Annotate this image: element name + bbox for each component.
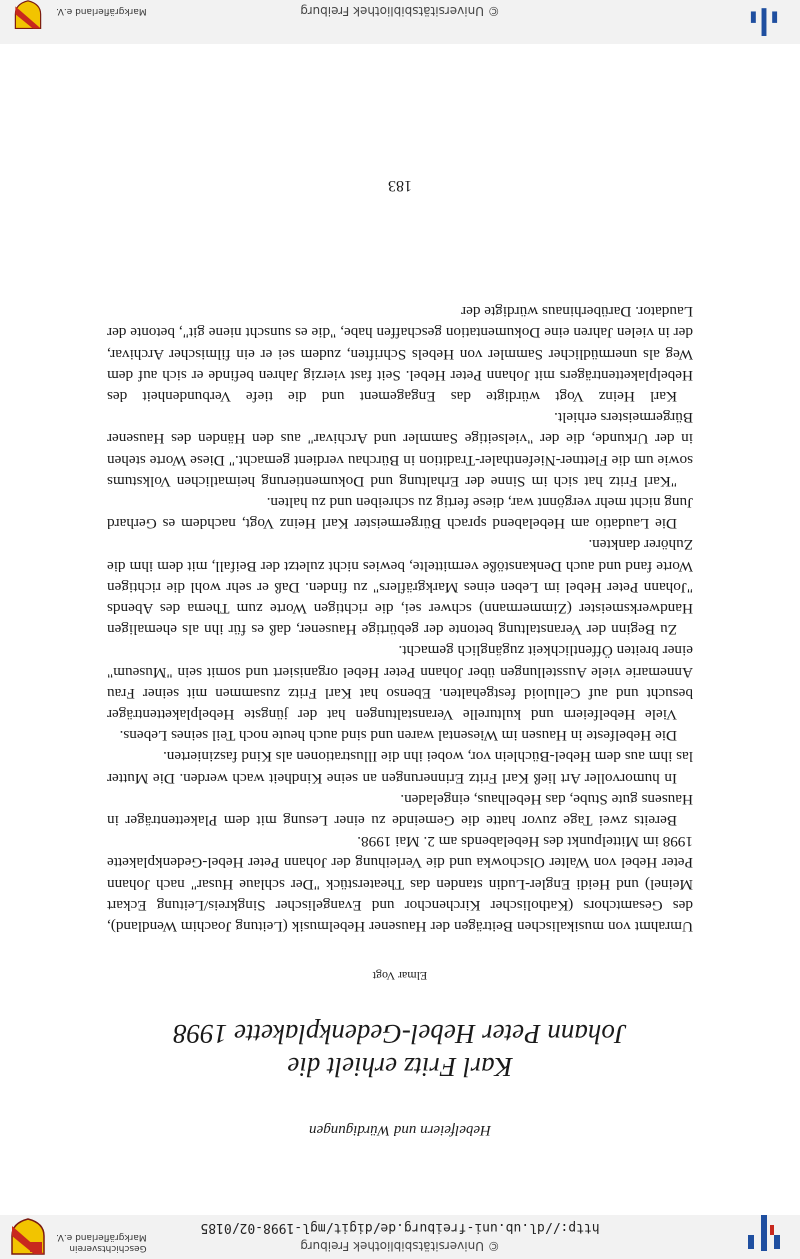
coat-of-arms-icon — [10, 1218, 46, 1256]
article-title-line2: Johann Peter Hebel-Gedenkplakette 1998 — [173, 1019, 627, 1049]
paragraph: Zu Beginn der Veranstaltung betonte der gebürtige Hausener, daß es für ihn als ehemaligen Handwerksmeister (Zimmermann) schwer sei, die richtigen Worte zum Thema des Abends "Johann Peter Hebel im Leben eines Markgräflers" zu finden. Daß er sehr wohl die richtigen Worte fand und auch Denkanstöße vermittelte, bewies nicht zuletzt der Beifall, mit dem ihm die Zuhörer dankten. — [107, 536, 693, 639]
paragraph: "Karl Fritz hat sich im Sinne der Erhaltung und Dokumentierung heimatlichen Volkstums sowie um die Flettner-Niefenthaler-Tradition in Bürchau verdient gemacht." Diese Worte stehen in der Urkunde, die der "vielseitige Sammler und Archivar" aus den Händen des Hausener Bürgermeisters erhielt. — [107, 409, 693, 490]
paragraph: Bereits zwei Tage zuvor hatte die Gemeinde zu einer Lesung mit dem Plakettenträger in Hausens gute Stube, das Hebelhaus, eingeladen. — [107, 790, 693, 829]
article-title-line1: Karl Fritz erhielt die — [287, 1052, 513, 1082]
paragraph: Karl Heinz Vogt würdigte das Engagement und die tiefe Verbundenheit des Hebelplakettenträgers mit Johann Peter Hebel. Seit fast vierzig Jahren befinde er sich auf dem Weg als unermüdlicher Sammler von Hebels Schriften, zudem sei er ein filmischer Archivar, der in vielen Jahren eine Dokumentation geschaffen habe, "die es sunscht niene git", betonte der Laudator. Darüberhinaus würdigte der — [107, 303, 693, 405]
org-name — [56, 1231, 147, 1253]
article-title — [0, 1017, 800, 1083]
paragraph: Umrahmt von musikalischen Beiträgen der Hausener Hebelmusik (Leitung Joachim Wendland), des Gesamtchors (Katholischer Kirchenchor und Evangelischer Singkreis/Leitung Eckart Meinel) und Heidi Engler-Ludin standen das Theaterstück "Der schlaue Husar" nach Johann Peter Hebel von Walter Olschowka und die Verleihung der Johann Peter Hebel-Gedenkplakette 1998 im Mittelpunkt des Hebelabends am 2. Mai 1998. — [107, 833, 693, 935]
header-bar — [0, 1215, 800, 1259]
article-body — [107, 301, 693, 937]
copyright-text: © Universitätsbibliothek Freiburg — [300, 1239, 500, 1253]
paragraph: Die Hebelfeste in Hausen im Wiesental waren und sind auch heute noch Teil seines Lebens. — [119, 727, 677, 745]
source-url[interactable]: http://dl.ub.uni-freiburg.de/digit/mgl-1998-02/0185 — [200, 1220, 600, 1235]
footer-university-library-logo-icon — [744, 0, 784, 36]
paragraph: Viele Hebelfeiern und kulturelle Veranstaltungen hat der jüngste Hebelplakettenträger besucht und auf Celluloid festgehalten. Ebenso hat Karl Fritz zusammen mit seiner Frau Annemarie viele Ausstellungen über Johann Peter Hebel organisiert und somit sein "Museum" einer breiten Öffentlichkeit zugänglich gemacht. — [107, 642, 693, 723]
footer-coat-of-arms-icon — [10, 0, 46, 30]
page-number: 183 — [388, 177, 412, 194]
footer-bar — [0, 0, 800, 44]
footer-copyright-text: © Universitätsbibliothek Freiburg — [300, 4, 500, 18]
paragraph: In humorvoller Art ließ Karl Fritz Erinnerungen an seine Kindheit wach werden. Die Mutter las ihm aus dem Hebel-Büchlein vor, wobei ihn die Illustrationen als Kind faszinierten. — [107, 748, 693, 787]
footer-org-name: Markgräflerland e.V. — [56, 6, 147, 16]
org-name-line2: Markgräflerland e.V. — [56, 1232, 147, 1242]
paragraph: Die Laudatio am Hebelabend sprach Bürgermeister Karl Heinz Vogt, nachdem es Gerhard Jung nicht mehr vergönnt war, diese fertig zu schreiben und zu halten. — [107, 493, 693, 533]
author: Elmar Vogt — [372, 969, 428, 983]
org-name-line1: Geschichtsverein — [69, 1243, 147, 1253]
university-library-logo-icon — [744, 1215, 784, 1259]
running-head: Hebelfeiern und Würdigungen — [309, 1122, 491, 1138]
